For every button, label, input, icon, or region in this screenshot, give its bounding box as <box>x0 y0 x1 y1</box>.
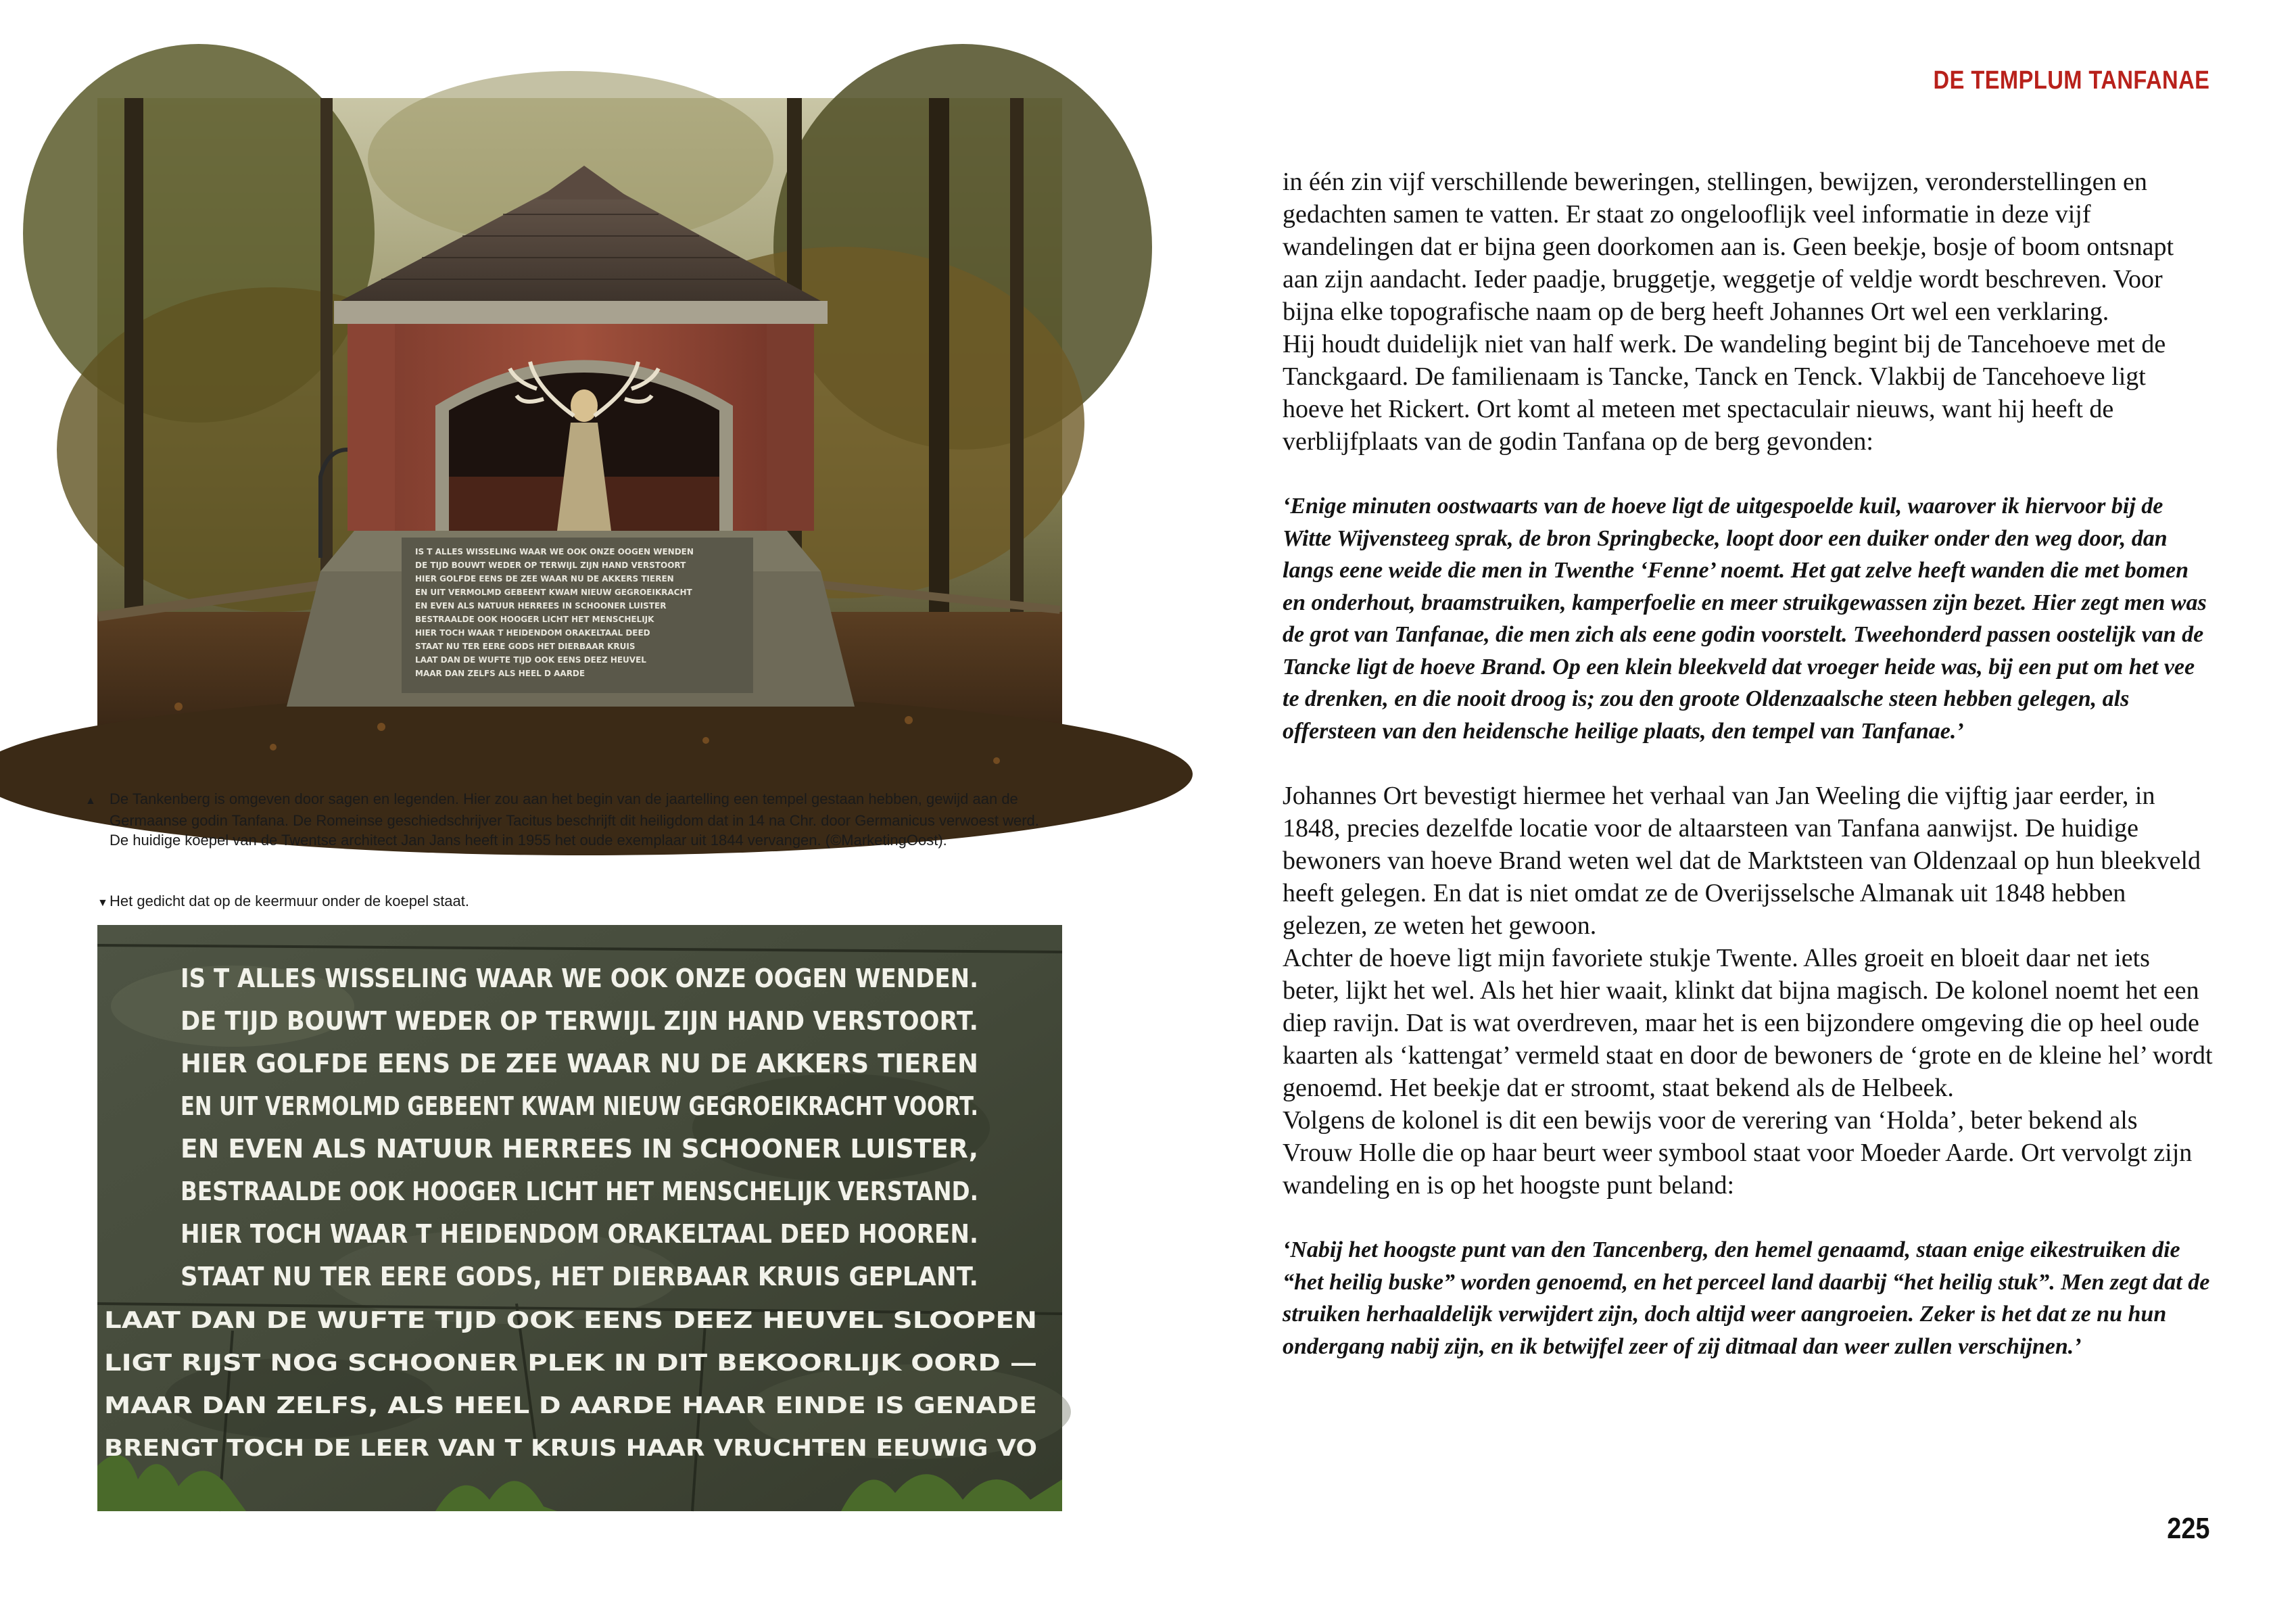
inscription-line: EN UIT VERMOLMD GEBEENT KWAM NIEUW GEGROEIKRACHT VOORT. <box>181 1091 978 1121</box>
inscription-line: HIER GOLFDE EENS DE ZEE WAAR NU DE AKKERS TIEREN <box>181 1049 978 1078</box>
inscription-line: IS T ALLES WISSELING WAAR WE OOK ONZE OOGEN WENDEN. <box>181 964 978 993</box>
pavilion-photo <box>97 98 1062 786</box>
running-head: DE TEMPLUM TANFANAE <box>1933 66 2209 95</box>
body-paragraph-2: Hij houdt duidelijk niet van half werk. De wandeling begint bij de Tancehoeve met de Tanckgaard. De familienaam is Tancke, Tanck en Tenck. Vlakbij de Tancehoeve ligt hoeve het Rickert. Ort komt al meteen met spectaculair nieuws, want hij heeft de verblijfplaats van de godin Tanfana op de berg gevonden: <box>1283 330 2166 456</box>
svg-text:MAAR DAN ZELFS ALS HEEL D AARD: MAAR DAN ZELFS ALS HEEL D AARDE <box>415 669 585 678</box>
caption-photo-top <box>85 789 1062 850</box>
caption-top-text: De Tankenberg is omgeven door sagen en legenden. Hier zou aan het begin van de jaartelling een tempel gestaan hebben, gewijd aan de Germaanse godin Tanfana. De Romeinse geschiedschrijver Tacitus beschrijft dit heiligdom dat in 14 na Chr. door Germanicus verwoest werd. De huidige koepel van de Twentse architect Jan Jans heeft in 1955 het oude exemplaar uit 1844 vervangen. (©MarketingOost). <box>110 790 1039 849</box>
inscription-line: LIGT RIJST NOG SCHOONER PLEK IN DIT BEKOORLIJK OORD — <box>104 1350 1037 1377</box>
page-number: 225 <box>2166 1512 2209 1545</box>
svg-text:EN EVEN ALS NATUUR HERREES IN: EN EVEN ALS NATUUR HERREES IN SCHOONER LUISTER <box>415 601 667 611</box>
body-paragraph-5: Volgens de kolonel is dit een bewijs voor de verering van ‘Holda’, beter bekend als Vrouw Holle die op haar beurt weer symbool staat voor Moeder Aarde. Ort vervolgt zijn wandeling en is op het hoogste punt beland: <box>1283 1106 2193 1199</box>
inscription-line: HIER TOCH WAAR T HEIDENDOM ORAKELTAAL DEED HOOREN. <box>181 1219 978 1249</box>
svg-text:STAAT NU TER EERE GODS HET DIE: STAAT NU TER EERE GODS HET DIERBAAR KRUIS <box>415 642 636 651</box>
body-paragraph-4: Achter de hoeve ligt mijn favoriete stukje Twente. Alles groeit en bloeit daar net iets beter, lijkt het wel. Als het hier waait, klinkt dat bijna magisch. De kolonel noemt het een diep ravijn. Dat is wat overdreven, maar het is een bijzondere omgeving die op heel oude kaarten als ‘kattengat’ vermeld staat en door de bewoners de ‘grote en de kleine hel’ wordt genoemd. Het beekje dat er stroomt, staat bekend als de Helbeek. <box>1283 944 2213 1102</box>
up-triangle-icon: ▲ <box>85 795 96 807</box>
svg-text:IS T ALLES WISSELING WAAR WE O: IS T ALLES WISSELING WAAR WE OOK ONZE OOGEN WENDEN <box>415 547 694 556</box>
inscription-line: MAAR DAN ZELFS, ALS HEEL D AARDE HAAR EINDE IS GENADE <box>104 1392 1037 1419</box>
inscription-photo <box>97 925 1062 1511</box>
inscription-line: EN EVEN ALS NATUUR HERREES IN SCHOONER LUISTER, <box>181 1134 978 1164</box>
down-triangle-icon: ▼ <box>97 897 108 909</box>
body-paragraph-3: Johannes Ort bevestigt hiermee het verhaal van Jan Weeling die vijftig jaar eerder, in 1848, precies dezelfde locatie voor de altaarsteen van Tanfana aanwijst. De huidige bewoners van hoeve Brand weten wel dat de Marktsteen van Oldenzaal op hun bleekveld heeft gelegen. En dat is niet omdat ze de Overijsselsche Almanak uit 1848 hebben gelezen, ze weten het gewoon. <box>1283 782 2201 940</box>
svg-text:DE TIJD BOUWT WEDER OP TERWIJL: DE TIJD BOUWT WEDER OP TERWIJL ZIJN HAND VERSTOORT <box>415 561 686 570</box>
pavilion-illustration <box>97 98 1062 786</box>
svg-text:LAAT DAN DE WUFTE TIJD OOK EEN: LAAT DAN DE WUFTE TIJD OOK EENS DEEZ HEUVEL <box>415 655 646 665</box>
body-text-column <box>1283 166 2213 1362</box>
inscription-line: STAAT NU TER EERE GODS, HET DIERBAAR KRUIS GEPLANT. <box>181 1262 978 1291</box>
inscription-line: BRENGT TOCH DE LEER VAN T KRUIS HAAR VRUCHTEN EEUWIG VO <box>104 1435 1037 1462</box>
inscription-line: DE TIJD BOUWT WEDER OP TERWIJL ZIJN HAND VERSTOORT. <box>181 1006 978 1036</box>
caption-bottom-text: Het gedicht dat op de keermuur onder de koepel staat. <box>110 893 470 909</box>
quote-1: ‘Enige minuten oostwaarts van de hoeve ligt de uitgespoelde kuil, waarover ik hiervoor bij de Witte Wijvensteeg sprak, de bron Springbecke, loopt door een duiker onder den weg door, dan langs eene weide die men in Twenthe ‘Fenne’ noemt. Het gat zelve heeft wanden die met bomen en onderhout, braamstruiken, kamperfoelie en meer struikgewassen zijn bezet. Hier zegt men was de grot van Tanfanae, die men zich als eene godin voorstelt. Tweehonderd passen oostelijk van de Tancke ligt de hoeve Brand. Op een klein bleekveld dat vroeger heide was, bij een put om het vee te drenken, en die nooit droog is; zou den groote Oldenzaalsche steen hebben gelegen, als offersteen van den heidensche heilige plaats, den tempel van Tanfanae.’ <box>1283 494 2207 744</box>
inscription-line: BESTRAALDE OOK HOOGER LICHT HET MENSCHELIJK VERSTAND. <box>181 1177 978 1206</box>
svg-text:HIER GOLFDE EENS DE ZEE WAAR N: HIER GOLFDE EENS DE ZEE WAAR NU DE AKKERS TIEREN <box>415 574 674 584</box>
caption-photo-bottom <box>97 891 1062 913</box>
inscription-line: LAAT DAN DE WUFTE TIJD OOK EENS DEEZ HEUVEL SLOOPEN <box>104 1307 1037 1334</box>
body-paragraph-1: in één zin vijf verschillende beweringen, stellingen, bewijzen, veronderstellingen en gedachten samen te vatten. Er staat zo ongelooflijk veel informatie in deze vijf wandelingen dat er bijna geen doorkomen aan is. Geen beekje, bosje of boom ontsnapt aan zijn aandacht. Ieder paadje, bruggetje, weggetje of veldje wordt beschreven. Voor bijna elke topografische naam op de berg heeft Johannes Ort wel een verklaring. <box>1283 168 2174 326</box>
inscription-stone <box>97 925 1062 1511</box>
svg-text:HIER TOCH WAAR T HEIDENDOM ORA: HIER TOCH WAAR T HEIDENDOM ORAKELTAAL DEED <box>415 628 650 638</box>
quote-2: ‘Nabij het hoogste punt van den Tancenberg, den hemel genaamd, staan enige eikestruiken die “het heilig buske” worden genoemd, en het perceel land daarbij “het heilig stuk”. Men zegt dat de struiken herhaaldelijk verwijdert zijn, doch altijd weer aangroeien. Zeker is het dat ze nu hun ondergang nabij zijn, en ik betwijfel zeer of zij ditmaal dan weer zullen verschijnen.’ <box>1283 1237 2210 1359</box>
svg-text:EN UIT VERMOLMD GEBEENT KWAM N: EN UIT VERMOLMD GEBEENT KWAM NIEUW GEGROEIKRACHT <box>415 588 692 597</box>
svg-text:BESTRAALDE OOK HOOGER LICHT HE: BESTRAALDE OOK HOOGER LICHT HET MENSCHELIJK <box>415 615 654 624</box>
